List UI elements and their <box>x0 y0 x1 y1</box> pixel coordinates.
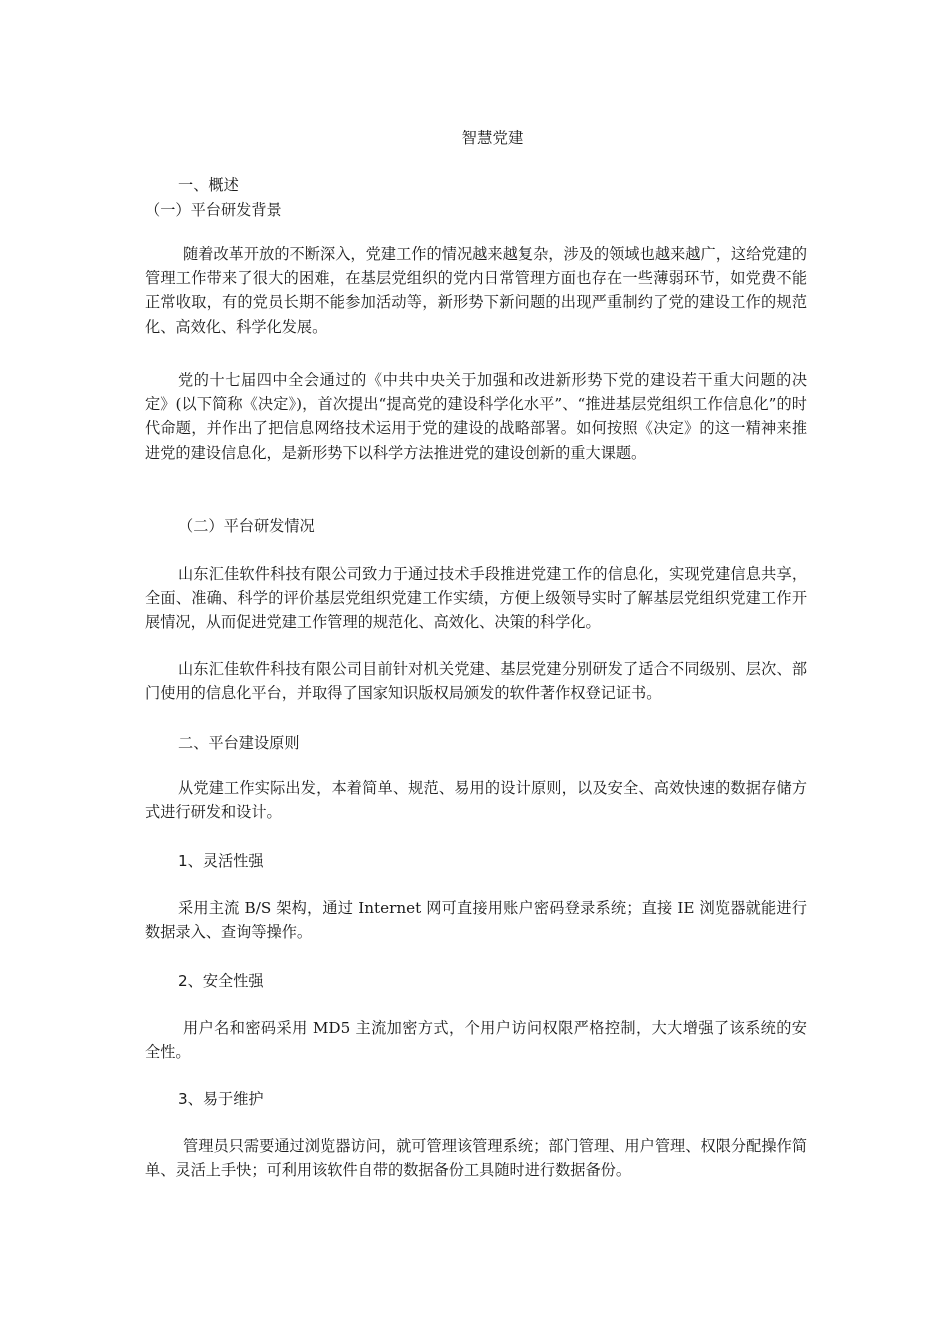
paragraph-maintenance: 管理员只需要通过浏览器访问，就可管理该管理系统；部门管理、用户管理、权限分配操作简单、灵活上手快；可利用该软件自带的数据备份工具随时进行数据备份。 <box>145 1137 807 1180</box>
heading-flexibility: 1、灵活性强 <box>178 852 264 870</box>
paragraph-company-intro: 山东汇佳软件科技有限公司致力于通过技术手段推进党建工作的信息化，实现党建信息共享，全面、准确、科学的评价基层党组织党建工作实绩，方便上级领导实时了解基层党组织党建工作开展情况，从而促进党建工作管理的规范化、高效化、决策的科学化。 <box>145 565 807 632</box>
subsection-heading-background: （一）平台研发背景 <box>145 201 282 219</box>
paragraph-security: 用户名和密码采用 MD5 主流加密方式，个用户访问权限严格控制，大大增强了该系统的安全性。 <box>145 1019 807 1062</box>
paragraph-background: 随着改革开放的不断深入，党建工作的情况越来越复杂，涉及的领域也越来越广，这给党建的管理工作带来了很大的困难，在基层党组织的党内日常管理方面也存在一些薄弱环节，如党费不能正常收取，有的党员长期不能参加活动等，新形势下新问题的出现严重制约了党的建设工作的规范化、高效化、科学化发展。 <box>145 245 807 336</box>
paragraph-decision: 党的十七届四中全会通过的《中共中央关于加强和改进新形势下党的建设若干重大问题的决定》(以下简称《决定》)，首次提出“提高党的建设科学化水平”、“推进基层党组织工作信息化”的时代命题，并作出了把信息网络技术运用于党的建设的战略部署。如何按照《决定》的这一精神来推进党的建设信息化，是新形势下以科学方法推进党的建设创新的重大课题。 <box>145 371 807 462</box>
section-heading-overview: 一、概述 <box>178 176 239 194</box>
heading-security: 2、安全性强 <box>178 972 264 990</box>
section-heading-principles: 二、平台建设原则 <box>178 734 300 752</box>
document-title: 智慧党建 <box>461 129 524 147</box>
heading-maintenance: 3、易于维护 <box>178 1090 264 1108</box>
paragraph-principles: 从党建工作实际出发，本着简单、规范、易用的设计原则，以及安全、高效快速的数据存储方式进行研发和设计。 <box>145 779 807 822</box>
subsection-heading-status: （二）平台研发情况 <box>178 517 315 535</box>
paragraph-company-platforms: 山东汇佳软件科技有限公司目前针对机关党建、基层党建分别研发了适合不同级别、层次、部门使用的信息化平台，并取得了国家知识版权局颁发的软件著作权登记证书。 <box>145 660 807 703</box>
paragraph-flexibility: 采用主流 B/S 架构，通过 Internet 网可直接用账户密码登录系统；直接 IE 浏览器就能进行数据录入、查询等操作。 <box>145 899 807 942</box>
